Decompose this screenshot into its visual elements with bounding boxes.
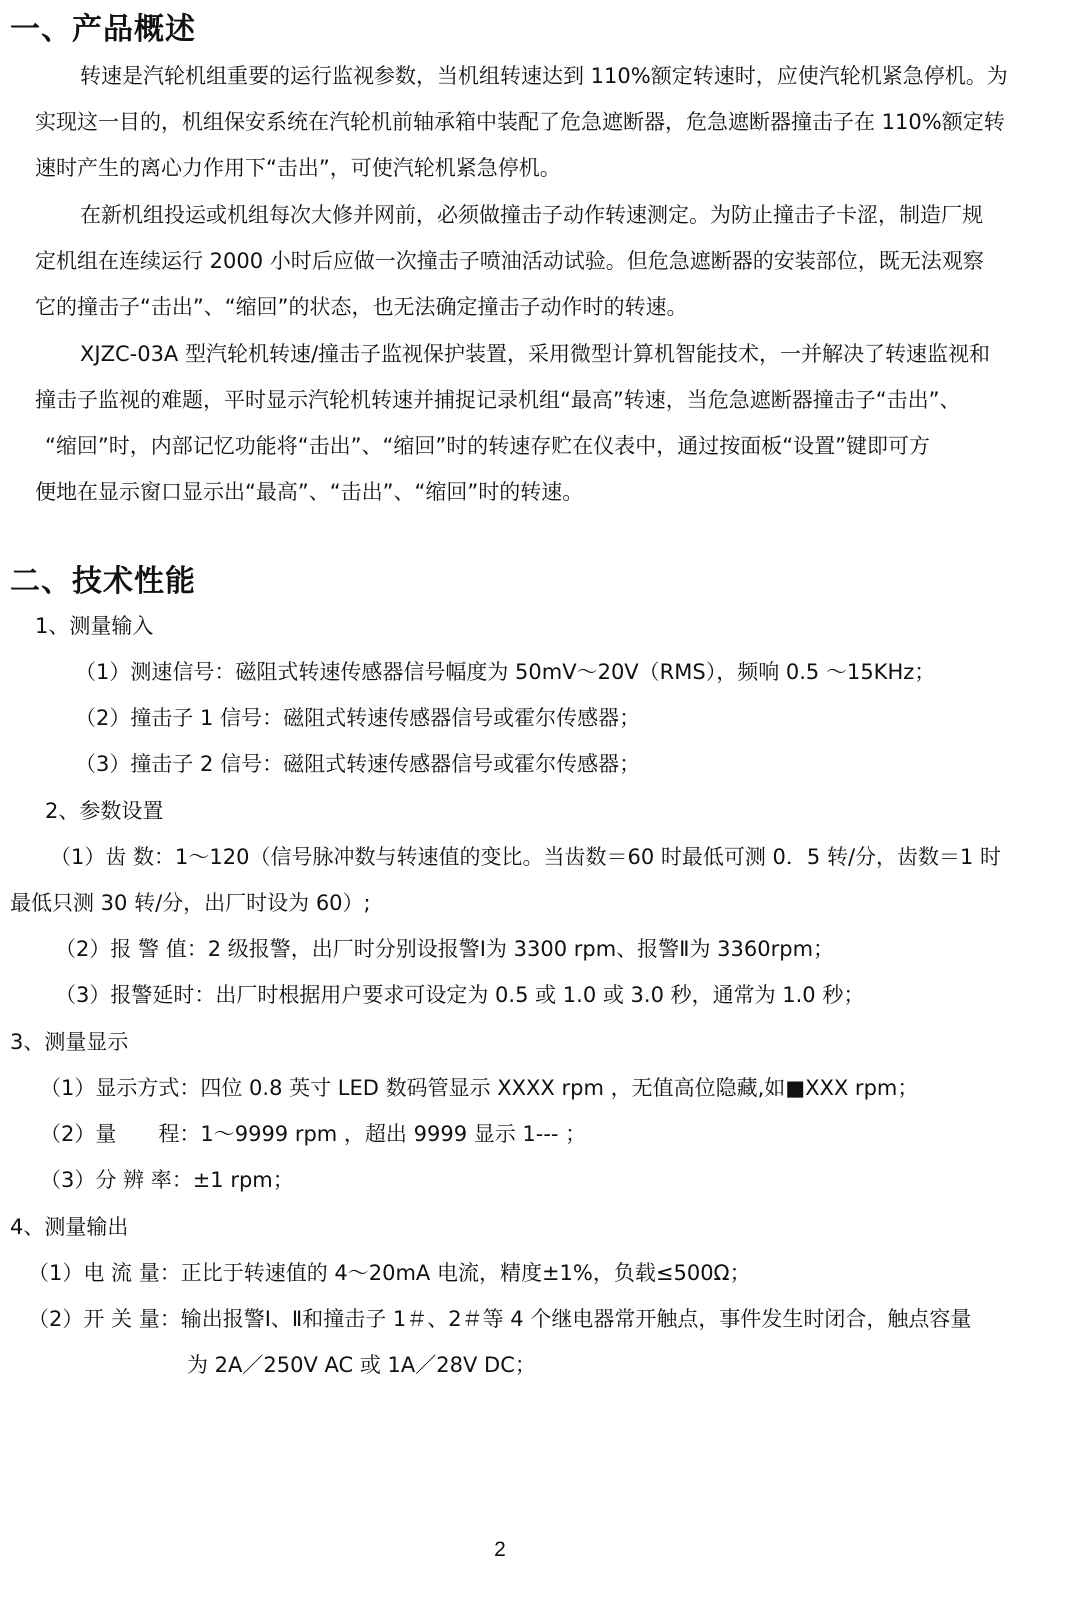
page-number: 2 xyxy=(494,1538,506,1561)
list-item-continuation: 为 2A／250V AC 或 1A／28V DC； xyxy=(187,1353,536,1377)
list-item: （3）撞击子 2 信号：磁阻式转速传感器信号或霍尔传感器； xyxy=(75,752,641,776)
paragraph-line: 定机组在连续运行 2000 小时后应做一次撞击子喷油活动试验。但危急遮断器的安装部位，既无法观察 xyxy=(35,249,984,273)
paragraph-line: 转速是汽轮机组重要的运行监视参数，当机组转速达到 110%额定转速时，应使汽轮机紧急停机。为 xyxy=(80,64,1008,88)
section-heading-performance: 二、技术性能 xyxy=(10,564,196,599)
list-item: （2）报 警 值：2 级报警，出厂时分别设报警Ⅰ为 3300 rpm、报警Ⅱ为 3360rpm； xyxy=(55,937,835,961)
subheading-parameter-settings: 2、参数设置 xyxy=(45,799,164,823)
section-heading-overview: 一、产品概述 xyxy=(10,12,196,47)
paragraph-line: 实现这一目的，机组保安系统在汽轮机前轴承箱中装配了危急遮断器，危急遮断器撞击子在 110%额定转 xyxy=(35,110,1005,134)
paragraph-line: “缩回”时，内部记忆功能将“击出”、“缩回”时的转速存贮在仪表中，通过按面板“设置”键即可方 xyxy=(45,434,931,458)
paragraph-line: XJZC-03A 型汽轮机转速/撞击子监视保护装置，采用微型计算机智能技术，一并解决了转速监视和 xyxy=(80,342,991,366)
list-item: （1）显示方式：四位 0.8 英寸 LED 数码管显示 XXXX rpm ，无值高位隐藏,如■XXX rpm； xyxy=(40,1076,919,1100)
list-item: （2）撞击子 1 信号：磁阻式转速传感器信号或霍尔传感器； xyxy=(75,706,641,730)
paragraph-line: 在新机组投运或机组每次大修并网前，必须做撞击子动作转速测定。为防止撞击子卡涩，制造厂规 xyxy=(80,203,983,227)
subheading-measurement-input: 1、测量输入 xyxy=(35,614,154,638)
subheading-measurement-display: 3、测量显示 xyxy=(10,1030,129,1054)
paragraph-line: 撞击子监视的难题，平时显示汽轮机转速并捕捉记录机组“最高”转速，当危急遮断器撞击子“击出”、 xyxy=(35,388,961,412)
list-item: （2）量 程：1～9999 rpm ，超出 9999 显示 1--- ； xyxy=(40,1122,587,1146)
list-item: （1）电 流 量：正比于转速值的 4～20mA 电流，精度±1%，负载≤500Ω； xyxy=(28,1261,751,1285)
paragraph-line: 速时产生的离心力作用下“击出”，可使汽轮机紧急停机。 xyxy=(35,156,561,180)
list-item: （1）齿 数：1～120（信号脉冲数与转速值的变比。当齿数＝60 时最低可测 0．5 转/分，齿数＝1 时 xyxy=(50,845,1002,869)
subheading-measurement-output: 4、测量输出 xyxy=(10,1215,129,1239)
paragraph-line: 便地在显示窗口显示出“最高”、“击出”、“缩回”时的转速。 xyxy=(35,480,584,504)
paragraph-line: 它的撞击子“击出”、“缩回”的状态，也无法确定撞击子动作时的转速。 xyxy=(35,295,688,319)
list-item: （3）分 辨 率：±1 rpm； xyxy=(40,1168,294,1192)
list-item: （3）报警延时：出厂时根据用户要求可设定为 0.5 或 1.0 或 3.0 秒，通常为 1.0 秒； xyxy=(55,983,865,1007)
list-item: （1）测速信号：磁阻式转速传感器信号幅度为 50mV～20V（RMS），频响 0.5 ～15KHz； xyxy=(75,660,936,684)
list-item-continuation: 最低只测 30 转/分，出厂时设为 60）; xyxy=(10,891,371,915)
list-item: （2）开 关 量：输出报警Ⅰ、Ⅱ和撞击子 1＃、2＃等 4 个继电器常开触点，事件发生时闭合，触点容量 xyxy=(28,1307,972,1331)
